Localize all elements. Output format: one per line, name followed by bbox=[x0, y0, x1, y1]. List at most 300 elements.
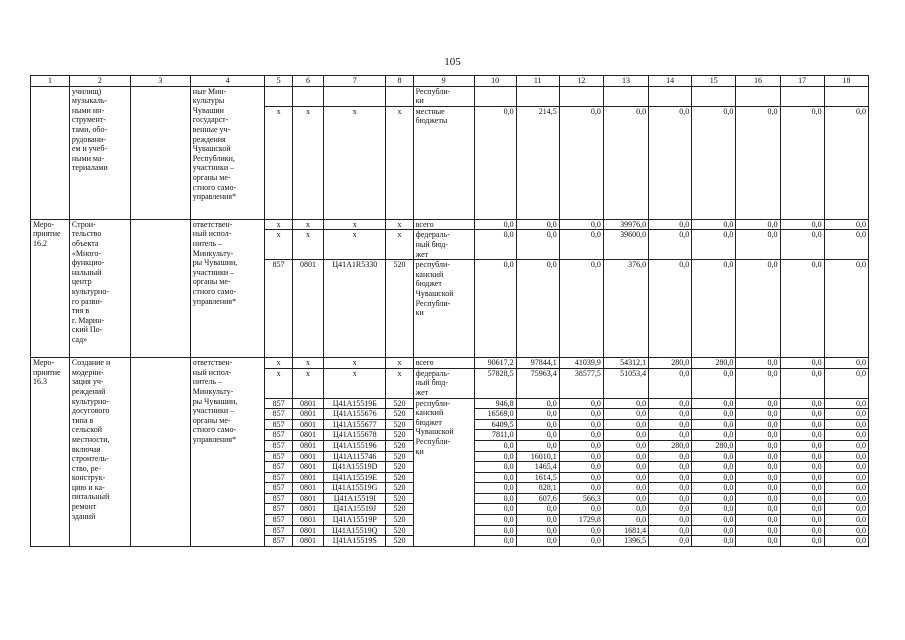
value-cell: 0,0 bbox=[824, 358, 868, 369]
value-cell: 0,0 bbox=[736, 260, 780, 358]
table-cell bbox=[292, 86, 324, 106]
value-cell: 0801 bbox=[292, 525, 324, 536]
value-cell: 0801 bbox=[292, 451, 324, 462]
value-cell: x bbox=[265, 358, 292, 369]
value-cell: x bbox=[292, 368, 324, 398]
table-cell bbox=[474, 86, 516, 106]
value-cell: 0,0 bbox=[824, 106, 868, 219]
value-cell: 0,0 bbox=[736, 493, 780, 504]
value-cell: 0,0 bbox=[824, 260, 868, 358]
table-cell bbox=[386, 86, 413, 106]
value-cell: 0,0 bbox=[649, 451, 692, 462]
value-cell: x bbox=[324, 106, 386, 219]
column-header: 14 bbox=[649, 76, 692, 87]
column-header: 12 bbox=[559, 76, 603, 87]
value-cell: 0,0 bbox=[649, 398, 692, 409]
table-cell bbox=[780, 86, 824, 106]
value-cell: 0,0 bbox=[474, 472, 516, 483]
value-cell: 0,0 bbox=[559, 260, 603, 358]
value-cell: Ц41А15519Б bbox=[324, 398, 386, 409]
value-cell: 16569,0 bbox=[474, 409, 516, 420]
value-cell: 857 bbox=[265, 451, 292, 462]
table-cell bbox=[649, 86, 692, 106]
value-cell: 0,0 bbox=[559, 430, 603, 441]
value-cell: Ц41А15519S bbox=[324, 536, 386, 547]
value-cell: 0,0 bbox=[516, 219, 559, 230]
value-cell: 75963,4 bbox=[516, 368, 559, 398]
value-cell: 0,0 bbox=[824, 515, 868, 526]
table-cell bbox=[130, 86, 190, 219]
value-cell: 0,0 bbox=[649, 472, 692, 483]
table-cell bbox=[559, 86, 603, 106]
value-cell: 857 bbox=[265, 409, 292, 420]
value-cell: 0,0 bbox=[474, 515, 516, 526]
value-cell: 0,0 bbox=[824, 230, 868, 260]
value-cell: 0,0 bbox=[824, 419, 868, 430]
value-cell: 0,0 bbox=[824, 451, 868, 462]
value-cell: 0,0 bbox=[824, 462, 868, 473]
value-cell: x bbox=[386, 358, 413, 369]
value-cell: x bbox=[386, 219, 413, 230]
value-cell: 0,0 bbox=[824, 368, 868, 398]
value-cell: 520 bbox=[386, 493, 413, 504]
value-cell: 0801 bbox=[292, 419, 324, 430]
value-cell: 0,0 bbox=[736, 472, 780, 483]
value-cell: Ц41А15519D bbox=[324, 462, 386, 473]
program-financing-table bbox=[30, 75, 869, 547]
value-cell: 90617,2 bbox=[474, 358, 516, 369]
value-cell: 0,0 bbox=[603, 472, 648, 483]
value-cell: 828,1 bbox=[516, 483, 559, 494]
value-cell: 38577,5 bbox=[559, 368, 603, 398]
value-cell: 520 bbox=[386, 472, 413, 483]
value-cell: 857 bbox=[265, 536, 292, 547]
event-name-cell: училищ) музыкаль- ными ин- струмент- тами, обо- рудовани- ем и учеб- ными ма- териалами bbox=[69, 86, 130, 219]
value-cell: 0,0 bbox=[649, 462, 692, 473]
column-header: 10 bbox=[474, 76, 516, 87]
column-header: 8 bbox=[386, 76, 413, 87]
value-cell: 0,0 bbox=[474, 230, 516, 260]
value-cell: 0801 bbox=[292, 440, 324, 451]
value-cell: Ц41А15519P bbox=[324, 515, 386, 526]
value-cell: 0,0 bbox=[780, 398, 824, 409]
value-cell: 0,0 bbox=[474, 536, 516, 547]
value-cell: 0,0 bbox=[559, 106, 603, 219]
value-cell: 0801 bbox=[292, 515, 324, 526]
value-cell: 0,0 bbox=[824, 219, 868, 230]
value-cell: 0,0 bbox=[649, 219, 692, 230]
value-cell: 857 bbox=[265, 440, 292, 451]
value-cell: 0,0 bbox=[692, 398, 736, 409]
value-cell: 857 bbox=[265, 398, 292, 409]
value-cell: Ц41А15519Q bbox=[324, 525, 386, 536]
value-cell: Ц41А155678 bbox=[324, 430, 386, 441]
value-cell: 857 bbox=[265, 419, 292, 430]
value-cell: 0,0 bbox=[649, 430, 692, 441]
value-cell: 0,0 bbox=[824, 472, 868, 483]
value-cell: 0,0 bbox=[692, 230, 736, 260]
value-cell: x bbox=[265, 230, 292, 260]
table-cell bbox=[130, 358, 190, 547]
value-cell: 0,0 bbox=[516, 230, 559, 260]
value-cell: 0,0 bbox=[649, 525, 692, 536]
value-cell: 0,0 bbox=[692, 409, 736, 420]
funding-source-cell: республи- канский бюджет Чувашской Республи- ки bbox=[413, 260, 474, 358]
funding-source-cell: федераль- ный бюд- жет bbox=[413, 368, 474, 398]
value-cell: 0,0 bbox=[649, 260, 692, 358]
value-cell: 0,0 bbox=[649, 515, 692, 526]
table-cell bbox=[31, 86, 70, 219]
value-cell: 0,0 bbox=[559, 504, 603, 515]
value-cell: 0,0 bbox=[824, 525, 868, 536]
table-row bbox=[31, 358, 869, 369]
value-cell: 0,0 bbox=[780, 493, 824, 504]
value-cell: 0,0 bbox=[780, 515, 824, 526]
value-cell: 0,0 bbox=[780, 106, 824, 219]
column-header: 9 bbox=[413, 76, 474, 87]
value-cell: 520 bbox=[386, 430, 413, 441]
value-cell: 0,0 bbox=[559, 536, 603, 547]
value-cell: 520 bbox=[386, 451, 413, 462]
value-cell: 0,0 bbox=[824, 409, 868, 420]
value-cell: 0,0 bbox=[736, 515, 780, 526]
value-cell: 0,0 bbox=[474, 219, 516, 230]
value-cell: 51053,4 bbox=[603, 368, 648, 398]
value-cell: 1681,4 bbox=[603, 525, 648, 536]
value-cell: 1465,4 bbox=[516, 462, 559, 473]
value-cell: 0,0 bbox=[736, 398, 780, 409]
value-cell: 0,0 bbox=[736, 440, 780, 451]
value-cell: 0801 bbox=[292, 483, 324, 494]
value-cell: 0,0 bbox=[559, 398, 603, 409]
value-cell: 0,0 bbox=[736, 451, 780, 462]
value-cell: 0,0 bbox=[516, 515, 559, 526]
value-cell: 0,0 bbox=[780, 483, 824, 494]
column-header: 5 bbox=[265, 76, 292, 87]
value-cell: 0,0 bbox=[780, 419, 824, 430]
value-cell: Ц41А15519I bbox=[324, 493, 386, 504]
value-cell: 39600,0 bbox=[603, 230, 648, 260]
value-cell: 0,0 bbox=[736, 430, 780, 441]
value-cell: 0,0 bbox=[692, 462, 736, 473]
value-cell: 0,0 bbox=[649, 419, 692, 430]
table-cell bbox=[130, 219, 190, 357]
value-cell: 0,0 bbox=[559, 472, 603, 483]
funding-source-cell: всего bbox=[413, 219, 474, 230]
value-cell: 7811,0 bbox=[474, 430, 516, 441]
value-cell: 0,0 bbox=[692, 515, 736, 526]
value-cell: 0,0 bbox=[780, 536, 824, 547]
value-cell: 0,0 bbox=[736, 525, 780, 536]
value-cell: x bbox=[386, 368, 413, 398]
value-cell: 0,0 bbox=[603, 515, 648, 526]
value-cell: 520 bbox=[386, 440, 413, 451]
value-cell: 0,0 bbox=[559, 451, 603, 462]
value-cell: x bbox=[324, 368, 386, 398]
value-cell: 0,0 bbox=[516, 409, 559, 420]
value-cell: 0,0 bbox=[559, 462, 603, 473]
value-cell: 0,0 bbox=[474, 462, 516, 473]
value-cell: 0,0 bbox=[516, 430, 559, 441]
value-cell: 0,0 bbox=[780, 219, 824, 230]
value-cell: 857 bbox=[265, 462, 292, 473]
funding-source-cell: Республи- ки bbox=[413, 86, 474, 106]
value-cell: 0,0 bbox=[603, 430, 648, 441]
value-cell: x bbox=[292, 106, 324, 219]
value-cell: 0,0 bbox=[824, 483, 868, 494]
value-cell: 0801 bbox=[292, 462, 324, 473]
value-cell: 520 bbox=[386, 409, 413, 420]
value-cell: 0,0 bbox=[603, 504, 648, 515]
value-cell: 0,0 bbox=[692, 504, 736, 515]
value-cell: 0,0 bbox=[780, 368, 824, 398]
value-cell: 520 bbox=[386, 260, 413, 358]
value-cell: 0,0 bbox=[780, 409, 824, 420]
table-cell bbox=[516, 86, 559, 106]
value-cell: x bbox=[292, 219, 324, 230]
value-cell: 857 bbox=[265, 260, 292, 358]
value-cell: x bbox=[324, 230, 386, 260]
funding-source-cell: федераль- ный бюд- жет bbox=[413, 230, 474, 260]
value-cell: 0,0 bbox=[736, 219, 780, 230]
table-cell bbox=[603, 86, 648, 106]
event-name-cell: Создание и модерни- зация уч- реждений культурно- досугового типа в сельской местности, включая строитель- ство, ре- конструк- цию и ка- питальный ремонт зданий bbox=[69, 358, 130, 547]
value-cell: 1614,5 bbox=[516, 472, 559, 483]
value-cell: 0,0 bbox=[516, 398, 559, 409]
value-cell: 0,0 bbox=[649, 504, 692, 515]
value-cell: Ц41А155677 bbox=[324, 419, 386, 430]
value-cell: 0,0 bbox=[474, 451, 516, 462]
event-name-cell: Строи- тельство объекта «Много- функцио- нальный центр культурно- го разви- тия в г. Марин- ский По- сад» bbox=[69, 219, 130, 357]
value-cell: 39976,0 bbox=[603, 219, 648, 230]
column-header: 17 bbox=[780, 76, 824, 87]
value-cell: 0,0 bbox=[824, 493, 868, 504]
executor-cell: ные Мин- культуры Чувашии государст- венные уч- реждения Чувашской Республики, участники – органы ме- стного само- управления* bbox=[190, 86, 265, 219]
value-cell: Ц41А15519G bbox=[324, 483, 386, 494]
value-cell: 0,0 bbox=[692, 525, 736, 536]
value-cell: 0801 bbox=[292, 430, 324, 441]
value-cell: 1729,8 bbox=[559, 515, 603, 526]
value-cell: 0,0 bbox=[824, 440, 868, 451]
column-header: 3 bbox=[130, 76, 190, 87]
value-cell: 0,0 bbox=[692, 451, 736, 462]
value-cell: 0,0 bbox=[692, 493, 736, 504]
value-cell: 520 bbox=[386, 419, 413, 430]
value-cell: 0,0 bbox=[559, 419, 603, 430]
value-cell: 0,0 bbox=[474, 504, 516, 515]
event-number-cell: Меро- приятие 16.3 bbox=[31, 358, 70, 547]
executor-cell: ответствен- ный испол- нитель – Минкульту- ры Чувашии, участники – органы ме- стного само- управления* bbox=[190, 219, 265, 357]
funding-source-cell: всего bbox=[413, 358, 474, 369]
column-header: 1 bbox=[31, 76, 70, 87]
value-cell: 0801 bbox=[292, 260, 324, 358]
value-cell: 0,0 bbox=[516, 525, 559, 536]
column-header: 2 bbox=[69, 76, 130, 87]
value-cell: x bbox=[265, 106, 292, 219]
table-cell bbox=[692, 86, 736, 106]
value-cell: 0,0 bbox=[474, 440, 516, 451]
table-row bbox=[31, 86, 869, 106]
value-cell: 0,0 bbox=[474, 493, 516, 504]
page-number: 105 bbox=[444, 56, 461, 68]
value-cell: 857 bbox=[265, 483, 292, 494]
value-cell: 16010,1 bbox=[516, 451, 559, 462]
value-cell: x bbox=[386, 106, 413, 219]
value-cell: 0,0 bbox=[649, 409, 692, 420]
value-cell: 0,0 bbox=[516, 536, 559, 547]
value-cell: 0801 bbox=[292, 409, 324, 420]
value-cell: 57828,5 bbox=[474, 368, 516, 398]
table-row bbox=[31, 219, 869, 230]
column-header: 13 bbox=[603, 76, 648, 87]
value-cell: 41039,9 bbox=[559, 358, 603, 369]
column-header: 16 bbox=[736, 76, 780, 87]
value-cell: 566,3 bbox=[559, 493, 603, 504]
value-cell: 0,0 bbox=[603, 493, 648, 504]
value-cell: 0,0 bbox=[780, 430, 824, 441]
value-cell: 280,0 bbox=[649, 440, 692, 451]
value-cell: 520 bbox=[386, 515, 413, 526]
value-cell: 0,0 bbox=[474, 260, 516, 358]
value-cell: 6409,5 bbox=[474, 419, 516, 430]
value-cell: 0,0 bbox=[603, 440, 648, 451]
value-cell: 0,0 bbox=[780, 525, 824, 536]
value-cell: 0,0 bbox=[692, 106, 736, 219]
value-cell: 0,0 bbox=[603, 106, 648, 219]
funding-source-cell: республи- канский бюджет Чувашской Республи- ки bbox=[413, 398, 474, 546]
value-cell: 0,0 bbox=[603, 419, 648, 430]
value-cell: 0,0 bbox=[692, 419, 736, 430]
value-cell: x bbox=[292, 358, 324, 369]
value-cell: 520 bbox=[386, 504, 413, 515]
value-cell: 857 bbox=[265, 472, 292, 483]
value-cell: 0,0 bbox=[780, 462, 824, 473]
value-cell: 0,0 bbox=[824, 536, 868, 547]
value-cell: Ц41А15519J bbox=[324, 504, 386, 515]
value-cell: 857 bbox=[265, 515, 292, 526]
value-cell: 0,0 bbox=[603, 451, 648, 462]
value-cell: 0801 bbox=[292, 504, 324, 515]
value-cell: 0,0 bbox=[603, 398, 648, 409]
value-cell: Ц41А1R5330 bbox=[324, 260, 386, 358]
column-header: 15 bbox=[692, 76, 736, 87]
value-cell: 0,0 bbox=[474, 525, 516, 536]
value-cell: 0801 bbox=[292, 472, 324, 483]
value-cell: 0,0 bbox=[736, 368, 780, 398]
value-cell: x bbox=[324, 219, 386, 230]
value-cell: x bbox=[324, 358, 386, 369]
value-cell: 0,0 bbox=[516, 440, 559, 451]
table-cell bbox=[736, 86, 780, 106]
value-cell: x bbox=[292, 230, 324, 260]
value-cell: 1396,5 bbox=[603, 536, 648, 547]
value-cell: 214,5 bbox=[516, 106, 559, 219]
value-cell: 0,0 bbox=[559, 409, 603, 420]
value-cell: 97844,1 bbox=[516, 358, 559, 369]
value-cell: 0,0 bbox=[649, 230, 692, 260]
column-header: 11 bbox=[516, 76, 559, 87]
value-cell: 520 bbox=[386, 483, 413, 494]
value-cell: 0801 bbox=[292, 398, 324, 409]
value-cell: 0,0 bbox=[736, 358, 780, 369]
value-cell: 0,0 bbox=[559, 230, 603, 260]
value-cell: 0,0 bbox=[474, 483, 516, 494]
table-cell bbox=[824, 86, 868, 106]
value-cell: 0,0 bbox=[692, 472, 736, 483]
column-header: 6 bbox=[292, 76, 324, 87]
value-cell: 0,0 bbox=[780, 260, 824, 358]
column-header: 18 bbox=[824, 76, 868, 87]
value-cell: 607,6 bbox=[516, 493, 559, 504]
value-cell: 520 bbox=[386, 525, 413, 536]
value-cell: 0,0 bbox=[603, 409, 648, 420]
value-cell: 0,0 bbox=[516, 504, 559, 515]
value-cell: 857 bbox=[265, 430, 292, 441]
value-cell: 280,0 bbox=[692, 358, 736, 369]
value-cell: x bbox=[386, 230, 413, 260]
value-cell: 0,0 bbox=[824, 504, 868, 515]
value-cell: 0,0 bbox=[824, 398, 868, 409]
value-cell: 0,0 bbox=[649, 493, 692, 504]
value-cell: 946,8 bbox=[474, 398, 516, 409]
value-cell: 0,0 bbox=[736, 409, 780, 420]
value-cell: 0,0 bbox=[603, 462, 648, 473]
value-cell: Ц41А15519E bbox=[324, 472, 386, 483]
value-cell: 0,0 bbox=[649, 106, 692, 219]
value-cell: 280,0 bbox=[692, 440, 736, 451]
value-cell: 0,0 bbox=[780, 472, 824, 483]
value-cell: 0,0 bbox=[559, 483, 603, 494]
value-cell: 0,0 bbox=[736, 106, 780, 219]
column-header: 4 bbox=[190, 76, 265, 87]
value-cell: 520 bbox=[386, 536, 413, 547]
value-cell: 0,0 bbox=[692, 219, 736, 230]
value-cell: 0,0 bbox=[559, 219, 603, 230]
value-cell: 0801 bbox=[292, 536, 324, 547]
table-cell bbox=[265, 86, 292, 106]
value-cell: 0,0 bbox=[780, 230, 824, 260]
value-cell: 0,0 bbox=[692, 430, 736, 441]
value-cell: 0,0 bbox=[474, 106, 516, 219]
column-header: 7 bbox=[324, 76, 386, 87]
value-cell: 0,0 bbox=[780, 504, 824, 515]
value-cell: 857 bbox=[265, 493, 292, 504]
value-cell: 0,0 bbox=[692, 368, 736, 398]
value-cell: 54312,1 bbox=[603, 358, 648, 369]
value-cell: 0,0 bbox=[736, 230, 780, 260]
value-cell: 0,0 bbox=[559, 525, 603, 536]
value-cell: 0,0 bbox=[692, 483, 736, 494]
value-cell: 0,0 bbox=[649, 368, 692, 398]
value-cell: Ц41А115746 bbox=[324, 451, 386, 462]
value-cell: 0,0 bbox=[780, 440, 824, 451]
value-cell: 280,0 bbox=[649, 358, 692, 369]
value-cell: x bbox=[265, 368, 292, 398]
value-cell: 0,0 bbox=[736, 419, 780, 430]
value-cell: 0,0 bbox=[559, 440, 603, 451]
value-cell: 0,0 bbox=[692, 536, 736, 547]
value-cell: Ц41А155676 bbox=[324, 409, 386, 420]
value-cell: 0,0 bbox=[649, 536, 692, 547]
value-cell: 0,0 bbox=[516, 419, 559, 430]
value-cell: 0,0 bbox=[603, 483, 648, 494]
value-cell: 0,0 bbox=[736, 536, 780, 547]
value-cell: 0,0 bbox=[780, 358, 824, 369]
value-cell: 857 bbox=[265, 525, 292, 536]
value-cell: 520 bbox=[386, 398, 413, 409]
value-cell: 0,0 bbox=[736, 483, 780, 494]
header-row bbox=[31, 76, 869, 87]
